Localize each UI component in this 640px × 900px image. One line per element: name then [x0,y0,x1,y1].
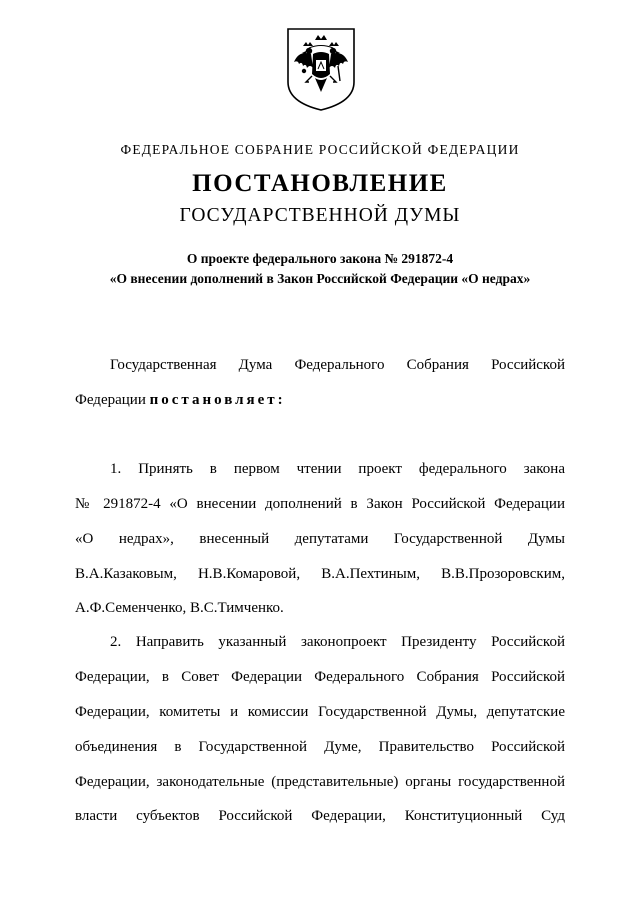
issuer-name: ГОСУДАРСТВЕННОЙ ДУМЫ [179,205,461,226]
preamble-text: Федерации [75,392,146,408]
item-1-line: № 291872-4 «О внесении дополнений в Закон Российской Федерации [75,496,565,512]
item-2-line: Федерации, в Совет Федерации Федерального Собрания Российской [75,669,565,685]
item-2-line: Федерации, законодательные (представительные) органы государственной [75,774,565,790]
subject-line-2: «О внесении дополнений в Закон Российской Федерации «О недрах» [109,271,531,286]
item-2-line: объединения в Государственной Думе, Правительство Российской [75,739,565,755]
item-2-line: Федерации, комитеты и комиссии Государственной Думы, депутатские [75,704,565,720]
coat-of-arms-icon [285,26,357,112]
item-1-line: В.А.Казаковым, Н.В.Комаровой, В.А.Пехтиным, В.В.Прозоровским, [75,566,565,582]
item-2-line: власти субъектов Российской Федерации, Конституционный Суд [75,808,565,824]
item-1-line: А.Ф.Семенченко, В.С.Тимченко. [75,600,284,616]
item-1-line: 1. Принять в первом чтении проект федерального закона [110,461,565,477]
document-type: ПОСТАНОВЛЕНИЕ [192,170,448,197]
item-2-line: 2. Направить указанный законопроект Президенту Российской [110,634,565,650]
item-1-line: «О недрах», внесенный депутатами Государственной Думы [75,531,565,547]
assembly-name: ФЕДЕРАЛЬНОЕ СОБРАНИЕ РОССИЙСКОЙ ФЕДЕРАЦИИ [120,142,520,157]
subject-line-1: О проекте федерального закона № 291872-4 [186,251,454,266]
preamble-line [75,390,286,410]
preamble-line: Государственная Дума Федерального Собрания Российской [110,357,565,373]
resolution-verb: постановляет: [149,392,286,408]
